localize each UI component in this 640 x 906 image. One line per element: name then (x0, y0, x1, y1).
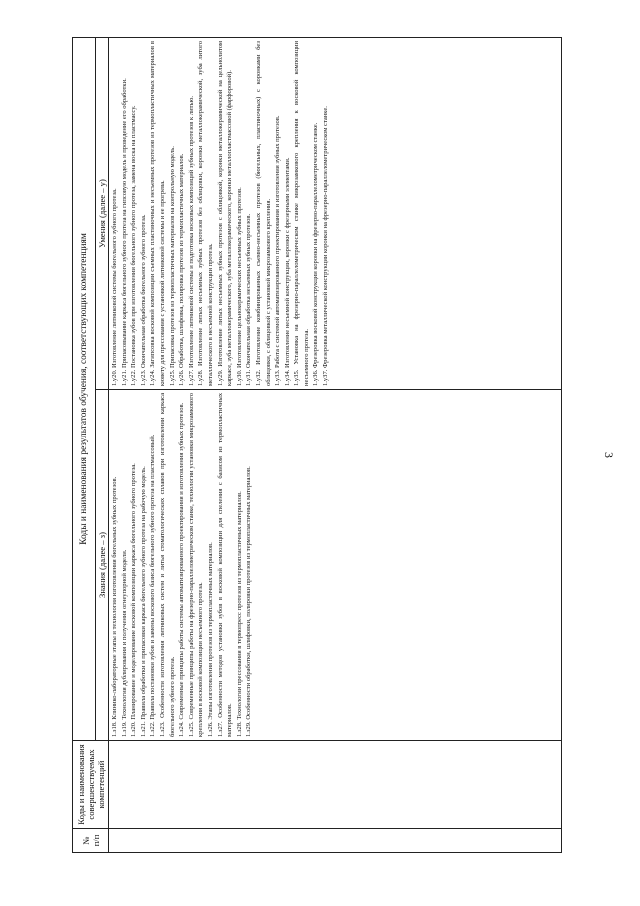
list-item: 1.з24. Современные принципы работы системы автоматизированного проектирования и изготовления зубных протезов. (178, 402, 186, 737)
list-item: 1.у27. Изготовление литниковой системы и подготовка восковых композиций зубных протезов к литью. (187, 96, 195, 386)
cell-knowledge (109, 390, 562, 741)
subheader-skills: Умения (далее – у) (96, 38, 109, 390)
list-item: 1.у22. Постановка зубов при изготовлении бюгельного зубного протеза, замена воска на пластмассу. (130, 105, 138, 386)
cell-num (109, 829, 562, 853)
list-item: 1.у34. Изготовление несъемной конструкции, коронки с фрезерными элементами. (283, 157, 291, 386)
header-num: № п/п (73, 829, 109, 853)
list-item: 1.з21. Правила обработки и припасовки каркаса бюгельного зубного протеза на рабочую модель. (139, 466, 147, 737)
header-competencies: Коды и наименования совершенствуемых компетенций (73, 741, 109, 829)
list-item: 1.у25. Припасовка протезов из термопластичных материалов на контрольную модель. (168, 146, 176, 386)
list-item: 1.у28. Изготовление литых несъемных зубных протезов без облицовки, коронки металлокерамической, зуба литого металлического в несъемной конструкции протеза. (197, 41, 214, 386)
header-row (73, 38, 96, 853)
cell-competency (109, 741, 562, 829)
list-item: 1.у23. Окончательная обработка бюгельного зубного протеза. (139, 214, 147, 386)
list-item: 1.у33. Работа с системой автоматизированного проектирования и изготовления зубных протезов. (274, 115, 282, 386)
subheader-row (96, 38, 109, 853)
subheader-knowledge: Знания (далее – з) (96, 390, 109, 741)
list-item: 1.у26. Обработка, шлифовка, полировка протезов из термопластичных материалов. (178, 153, 186, 386)
list-item: 1.з19. Технология дублирования и получения огнеупорной модели. (120, 549, 128, 737)
list-item: 1.з28. Технологии прессования в термопресс протезов из термопластичных материалов. (235, 491, 243, 737)
list-item: 1.з25. Современные принципы работы на фрезерно-параллелометрическом станке, технологии установки микрозамкового крепления в восковой композиции несъемного протеза. (187, 393, 205, 737)
page-number-text: 3 (602, 452, 616, 458)
list-item: 1.з18. Клинико-лабораторные этапы и технология изготовления бюгельных зубных протезов. (111, 476, 118, 737)
list-item: 1.у31. Окончательная обработка несъемных зубных протезов. (245, 213, 253, 386)
list-item: 1.у35. Установка на фрезерно-параллелометрическом станке микрозамкового крепления к восковой композиции несъемного протеза. (293, 41, 310, 386)
list-item: 1.з23. Особенности изготовления литниковых систем и литья стоматологических сплавов при изготовлении каркаса бюгельного зубного протеза. (158, 393, 176, 737)
list-item: 1.у21. Припасовывание каркаса бюгельного зубного протеза на гипсовую модель и проведение его обработки. (120, 78, 128, 386)
list-item: 1.у29. Изготовление литых несъемных зубных протезов с облицовкой, коронки металлокерамической на цельнолитом каркасе, зуба металлокерамического, зуба металлокерамического, коронки металлопластмассовой (фарфоровой). (216, 41, 234, 386)
list-item: 1.у32. Изготовление комбинированных съемно-несъемных протезов (бюгельных, пластиночных) с коронками без облицовки, с облицовкой с установкой микрозамкового крепления. (254, 41, 272, 386)
list-item: 1.у36. Фрезеровка восковой конструкции коронки на фрезерно-параллелометрическом станке. (312, 122, 320, 386)
list-item: 1.з26. Этапы изготовления протезов из термопластичных материалов. (206, 542, 214, 737)
list-item: 1.у37. Фрезеровка металлической конструкции коронки на фрезерно-параллелометрическом станке. (322, 106, 330, 386)
competency-table (72, 37, 562, 853)
page-number (602, 0, 640, 906)
list-item: 1.з29. Особенности обработки, шлифовки, полировки протезов из термопластичных материалов. (245, 466, 253, 737)
list-item: 1.у30. Изготовление цельнокерамических несъемных зубных протезов. (235, 187, 243, 386)
list-item: 1.з20. Планирование и моделирование восковой композиции каркаса бюгельного зубного протеза. (130, 463, 138, 737)
list-item: 1.з22. Правила постановки зубов и замены воскового базиса бюгельного зубного протеза на пластмассовый. (149, 434, 157, 737)
cell-skills (109, 38, 562, 390)
header-results: Коды и наименования результатов обучения, соответствующих компетенциям (73, 38, 96, 741)
table-row (109, 38, 562, 853)
list-item: 1.з27. Особенности методов установки зубов в восковой композиции для спеления с базисом из термопластичных материалов. (216, 393, 234, 737)
list-item: 1.у20. Изготовление литниковой системы бюгельного зубного протеза. (111, 188, 118, 386)
list-item: 1.у24. Загипсовка восковой композиции съемных пластиночных и несъемных протезов из термопластичных материалов в кювету для прессования с установкой литниковой системы и ее прогрева. (149, 41, 166, 386)
rotated-table-wrapper (72, 38, 562, 853)
